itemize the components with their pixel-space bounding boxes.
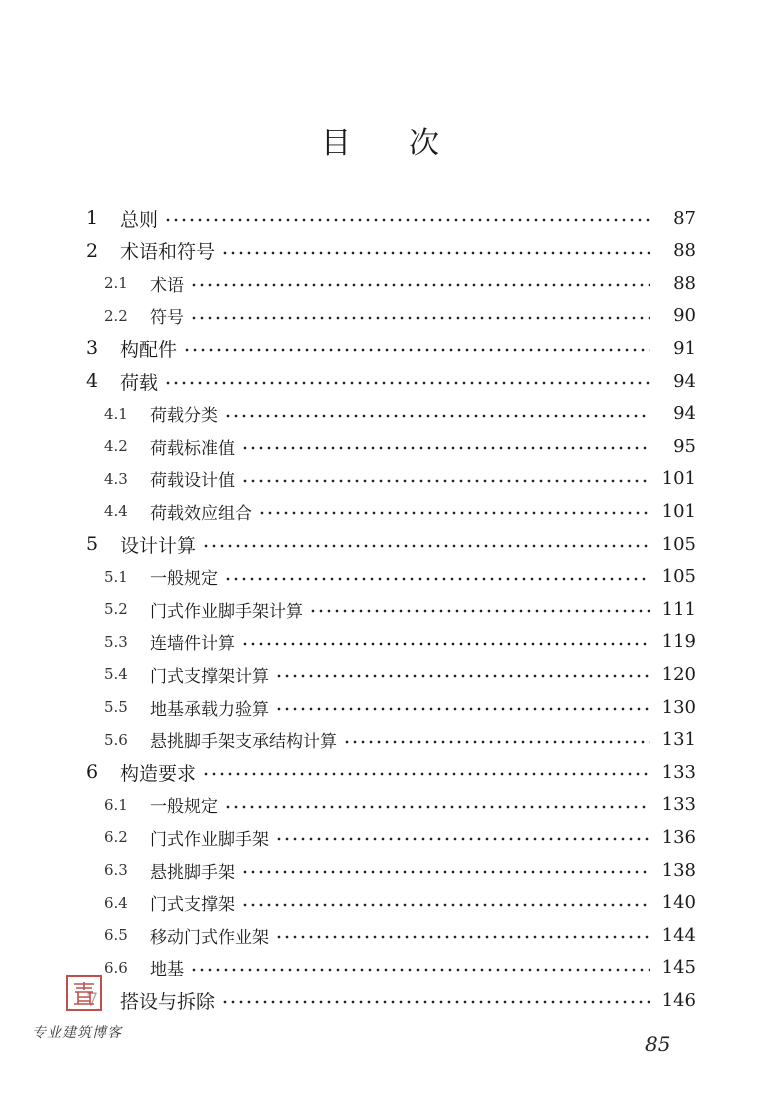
toc-entry-lead [0,597,303,622]
toc-entry [0,789,760,821]
toc-entry-page: 140 [661,892,696,914]
toc-entry-number: 1 [86,207,99,229]
dot-leader [275,674,650,678]
title-char-1: 目 [321,126,351,161]
page-number: 85 [645,1032,671,1056]
toc-entry-page: 144 [661,924,696,946]
toc-entry-lead [0,368,158,395]
toc-entry [0,952,760,984]
toc-entry-page: 138 [661,859,696,881]
toc-entry-title: 一般规定 [150,569,218,590]
toc-entry-number: 6.1 [104,795,128,814]
toc-entry-lead [0,987,215,1014]
toc-entry-number: 5.5 [104,698,128,716]
toc-entry-page: 130 [661,696,696,718]
toc-entry-title: 连墙件计算 [150,634,235,655]
dot-leader [241,479,650,483]
toc-entry [0,724,760,756]
dot-leader [241,642,650,646]
dot-leader [258,511,650,515]
toc-entry-number: 2.2 [104,306,128,325]
toc-entry-title: 门式作业脚手架计算 [150,601,303,622]
toc-entry-page: 101 [661,468,696,490]
toc-entry-lead [0,662,269,687]
toc-entry-title: 符号 [150,308,184,329]
toc-entry-lead [0,335,177,362]
toc-entry-page: 87 [673,207,696,229]
toc-entry-title: 构造要求 [120,762,197,785]
dot-leader [202,772,650,776]
toc-entry-page: 146 [661,989,696,1011]
dot-leader [183,348,650,352]
toc-entry [0,267,760,299]
toc-entry-lead [0,531,196,558]
toc-entry-lead [0,271,184,296]
toc-entry-title: 移动门式作业架 [150,927,269,948]
toc-entry-page: 145 [661,957,696,979]
toc-entry [0,332,760,364]
dot-leader [275,707,650,711]
toc-entry-page: 90 [673,305,696,327]
watermark-text: 专业建筑博客 [32,1025,122,1041]
toc-entry [0,463,760,495]
toc-entry-number: 5.3 [104,632,128,651]
toc-entry-number: 6.6 [104,958,128,977]
dot-leader [224,577,650,581]
toc-entry [0,430,760,462]
toc-entry-page: 111 [661,598,696,620]
toc-entry-page: 119 [661,631,696,653]
toc-entry-number: 2.1 [104,274,128,293]
toc-entry-page: 133 [661,794,696,816]
toc-entry-lead [0,205,158,232]
toc-entry-lead [0,434,235,459]
toc-entry [0,365,760,397]
toc-entry [0,821,760,853]
toc-entry-number: 2 [86,239,99,262]
toc-entry-page: 136 [661,826,696,848]
toc-entry-title: 术语和符号 [120,241,216,264]
toc-entry-title: 悬挑脚手架支承结构计算 [150,732,337,753]
toc-entry-lead [0,759,196,786]
toc-entry-number: 6.2 [104,828,128,847]
toc-entry [0,658,760,690]
toc-entry-number: 4.2 [104,437,128,456]
toc-entry-number: 4.1 [104,404,128,423]
toc-entry-lead [0,890,235,915]
toc-entry-title: 悬挑脚手架 [150,862,235,883]
dot-leader [202,544,650,548]
toc-entry-title: 构配件 [120,338,178,361]
toc-entry-number: 4 [86,370,99,392]
toc-entry-lead [0,858,235,883]
dot-leader [190,968,650,972]
dot-leader [309,609,650,613]
toc-entry-number: 5.1 [104,567,128,586]
toc-entry-title: 总则 [120,208,159,231]
page-title [0,118,760,162]
toc-entry-lead [0,499,252,524]
toc-entry-page: 105 [661,566,696,588]
seal-stamp-icon [66,975,102,1011]
dot-leader [241,870,650,874]
toc-entry-page: 101 [661,500,696,522]
toc-entry-number: 6.5 [104,926,128,945]
toc-entry-lead [0,564,218,589]
dot-leader [164,218,650,222]
toc-entry-page: 133 [661,761,696,783]
dot-leader [190,283,650,287]
toc-entry-lead [0,695,269,720]
toc-entry-title: 搭设与拆除 [120,990,216,1013]
toc-entry-title: 荷载 [120,371,159,394]
dot-leader [241,903,650,907]
dot-leader [343,740,650,744]
toc-entry-page: 88 [673,240,696,262]
toc-entry-page: 95 [673,435,696,457]
toc-entry [0,887,760,919]
toc-entry-title: 荷载设计值 [150,471,235,492]
toc-entry-page: 120 [661,663,696,685]
toc-entry-page: 94 [673,370,696,392]
toc-entry-title: 地基承载力验算 [150,699,269,720]
dot-leader [221,1000,650,1004]
toc-entry-lead [0,727,337,752]
toc-entry-page: 91 [673,337,696,359]
toc-entry-number: 5.2 [104,600,128,619]
toc-entry-number: 4.4 [104,502,128,521]
toc-entry [0,691,760,723]
toc-entry [0,919,760,951]
dot-leader [164,381,650,385]
toc-entry [0,202,760,234]
dot-leader [224,414,650,418]
toc-entry-number: 5 [86,533,99,555]
toc-entry-lead [0,629,235,654]
toc-entry-lead [0,825,269,850]
toc-entry-lead [0,303,184,328]
toc-entry-number: 6 [86,761,99,784]
toc-entry-lead [0,923,269,948]
toc-entry-lead [0,401,218,426]
toc-entry [0,593,760,625]
title-char-2: 次 [409,126,439,161]
toc-entry-lead [0,237,215,264]
toc-entry-title: 地基 [150,960,184,981]
toc-entry-title: 荷载标准值 [150,438,235,459]
toc-entry-number: 4.3 [104,469,128,488]
toc-entry-lead [0,792,218,817]
toc-entry [0,528,760,560]
toc-entry-page: 131 [661,729,696,751]
toc-entry [0,756,760,788]
toc-entry-title: 门式支撑架 [150,895,235,916]
toc-entry [0,561,760,593]
toc-entry-lead [0,466,235,491]
toc-entry [0,235,760,267]
toc-entry-title: 荷载效应组合 [150,503,252,524]
toc-entry-title: 门式作业脚手架 [150,829,269,850]
toc-entry-number: 6.4 [104,893,128,912]
dot-leader [190,316,650,320]
toc-entry [0,495,760,527]
toc-entry [0,984,760,1016]
toc-entry-title: 设计计算 [120,534,197,557]
toc-entry-number: 3 [86,337,99,360]
toc-entry-title: 荷载分类 [150,406,218,427]
toc-entry [0,626,760,658]
toc-entry [0,300,760,332]
toc-entry-number: 5.6 [104,730,128,749]
toc-entry-page: 88 [673,272,696,294]
dot-leader [275,935,650,939]
dot-leader [275,837,650,841]
toc-entry-title: 一般规定 [150,797,218,818]
toc-entry-number: 6.3 [104,861,128,879]
dot-leader [221,251,650,255]
toc-entry [0,854,760,886]
toc-entry [0,398,760,430]
dot-leader [241,446,650,450]
dot-leader [224,805,650,809]
toc-entry-title: 门式支撑架计算 [150,666,269,687]
toc-entry-number: 5.4 [104,665,128,684]
toc-entry-page: 94 [673,403,696,425]
toc-entry-page: 105 [661,533,696,555]
toc-entry-title: 术语 [150,275,184,296]
